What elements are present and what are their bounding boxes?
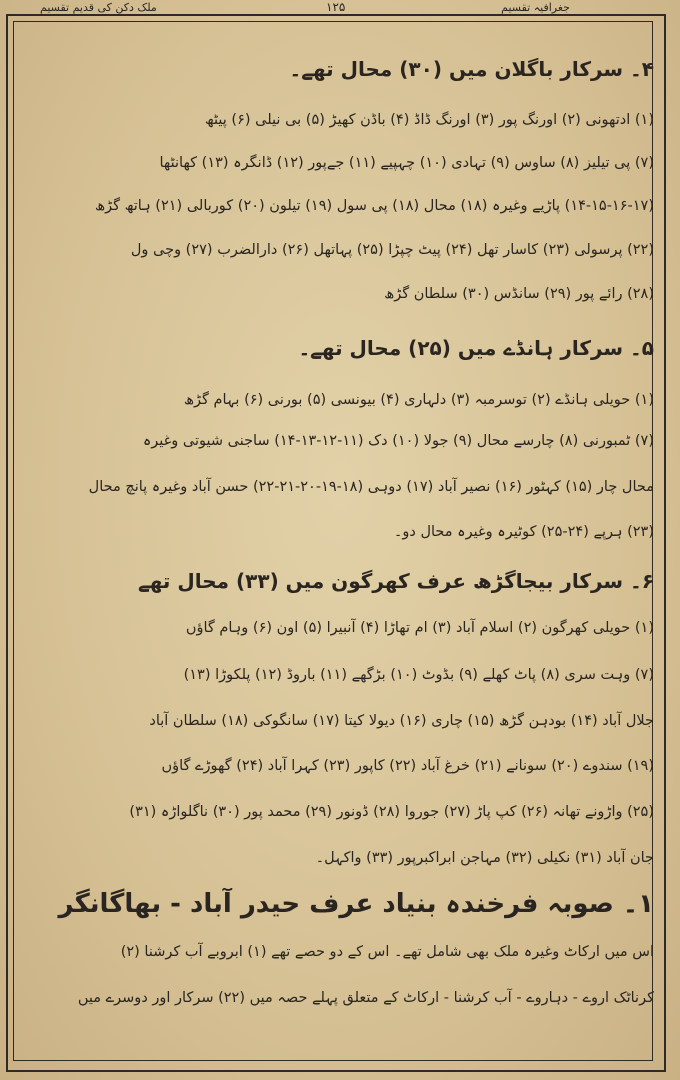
section-heading-hyderabad: ۱۔ صوبہ فرخندہ بنیاد عرف حیدر آباد - بھاگانگر: [58, 889, 654, 919]
header-right-title: جغرافیہ تقسیم: [501, 1, 570, 14]
section-heading-bijagarh: ۶۔ سرکار بیجاگڑھ عرف کھرگون میں (۳۳) محال تھے: [137, 569, 654, 593]
text-line: محال چار (۱۵) کہٹور (۱۶) نصیر آباد (۱۷) دوہی (۱۸-۱۹-۲۰-۲۱-۲۲) حسن آباد وغیرہ پانچ محال: [88, 479, 654, 495]
text-line: (۲۲) پرسولی (۲۳) کاسار تھل (۲۴) پیٹ چپڑا (۲۵) پہاتھل (۲۶) دارالضرب (۲۷) وچی ول: [130, 242, 654, 258]
text-line: (۷) ٹمبورنی (۸) چارسے محال (۹) جولا (۱۰) دک (۱۱-۱۲-۱۳-۱۴) ساجنی شیوتی وغیرہ: [142, 433, 654, 449]
text-line: اس میں ارکاٹ وغیرہ ملک بھی شامل تھے۔ اس کے دو حصے تھے (۱) ابروبے آب کرشنا (۲): [120, 944, 654, 960]
section-heading-hande: ۵۔ سرکار ہانڈے میں (۲۵) محال تھے۔: [298, 336, 654, 360]
section-heading-baglan: ۴۔ سرکار باگلان میں (۳۰) محال تھے۔: [289, 57, 654, 81]
text-line: (۱۴-۱۵-۱۶-۱۷) پاڑیے وغیرہ (۱۸) محال (۱۸) پی سول (۱۹) تیلون (۲۰) کوربالی (۲۱) ہاتھ گڑھ: [94, 198, 654, 214]
text-line: (۲۵) واڑونے تھانہ (۲۶) کپ پاڑ (۲۷) جوروا (۲۸) ڈونور (۲۹) محمد پور (۳۰) ناگلواڑہ (۳۱): [129, 804, 654, 820]
text-line: (۲۸) رائے پور (۲۹) سانڈس (۳۰) سلطان گڑھ: [384, 286, 654, 302]
header-left-title: ملک دکن کی قدیم تقسیم: [40, 1, 157, 14]
text-line: (۷) وہت سری (۸) پاٹ کھلے (۹) بڈوٹ (۱۰) بڑگھے (۱۱) باروڈ (۱۲) پلکوڑا (۱۳): [183, 667, 654, 683]
text-line: (۱) حویلی ہانڈے (۲) توسرمبہ (۳) دلہاری (۴) بیونسی (۵) بورنی (۶) بہام گڑھ: [183, 392, 654, 408]
text-line: (۱) حویلی کھرگون (۲) اسلام آباد (۳) ام تھاڑا (۴) آنبیرا (۵) اون (۶) وہام گاؤں: [185, 620, 654, 636]
text-line: (۲۳) ہرپے (۲۴-۲۵) کوٹیرہ وغیرہ محال دو۔: [393, 524, 654, 540]
text-line: (۱) ادتھونی (۲) اورنگ پور (۳) اورنگ ڈاڈ (۴) باڈن کھیڑ (۵) بی نیلی (۶) پیٹھ: [204, 112, 654, 128]
text-line: جلال آباد (۱۴) بودہن گڑھ (۱۵) چاری (۱۶) دیولا کیتا (۱۷) سانگوکی (۱۸) سلطان آباد: [149, 713, 654, 729]
text-line: (۷) پی تیلیز (۸) ساوس (۹) تہادی (۱۰) چہپیے (۱۱) جےپور (۱۲) ڈانگرہ (۱۳) کھانٹھا: [159, 155, 654, 171]
text-line: کرناٹک اروے - دہاروے - آب کرشنا - ارکاٹ کے متعلق پہلے حصہ میں (۲۲) سرکار اور دوسرے میں: [77, 990, 654, 1006]
page-number: ۱۲۵: [326, 0, 346, 14]
text-line: جان آباد (۳۱) نکیلی (۳۲) مہاجن ابراکبرپور (۳۳) واکہل۔: [315, 850, 654, 866]
text-line: (۱۹) سندوے (۲۰) سونانے (۲۱) خرغ آباد (۲۲) کاپور (۲۳) کہرا آباد (۲۴) گھوڑے گاؤں: [161, 758, 654, 774]
